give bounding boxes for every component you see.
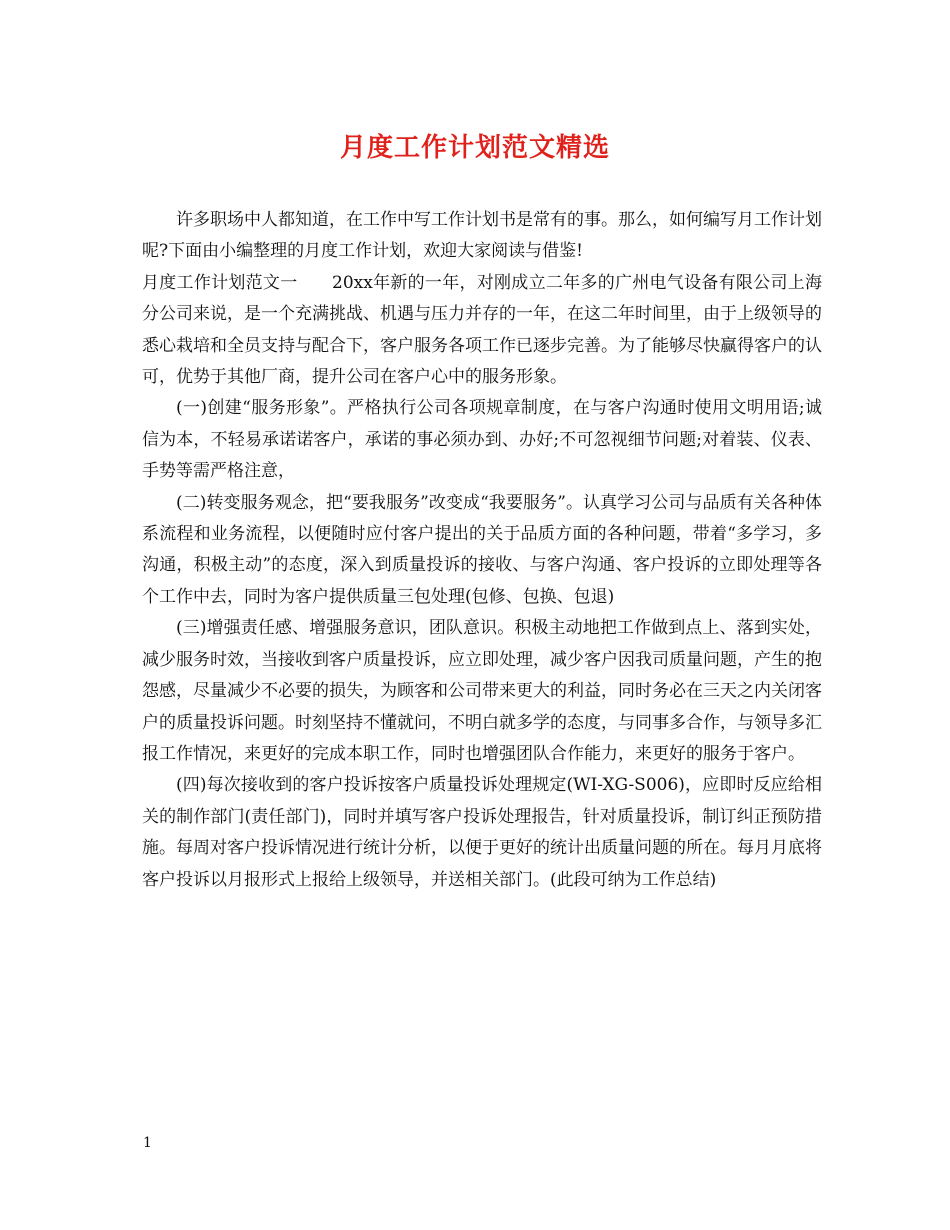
paragraph-item-3: (三)增强责任感、增强服务意识，团队意识。积极主动地把工作做到点上、落到实处，减少服务时效，当接收到客户质量投诉，应立即处理，减少客户因我司质量问题，产生的抱怨感，尽量减少不必要的损失，为顾客和公司带来更大的利益，同时务必在三天之内关闭客户的质量投诉问题。时刻坚持不懂就问，不明白就多学的态度，与同事多合作，与领导多汇报工作情况，来更好的完成本职工作，同时也增强团队合作能力，来更好的服务于客户。 [142,618,822,764]
paragraph-item-4: (四)每次接收到的客户投诉按客户质量投诉处理规定(WI-XG-S006)，应即时反应给相关的制作部门(责任部门)，同时并填写客户投诉处理报告，针对质量投诉，制订纠正预防措施。每周对客户投诉情况进行统计分析，以便于更好的统计出质量问题的所在。每月月底将客户投诉以月报形式上报给上级领导，并送相关部门。(此段可纳为工作总结) [142,775,822,890]
paragraph-item-1: (一)创建“服务形象”。严格执行公司各项规章制度，在与客户沟通时使用文明用语;诚信为本，不轻易承诺诺客户，承诺的事必须办到、办好;不可忽视细节问题;对着装、仪表、手势等需严格注意， [142,398,822,482]
document-title: 月度工作计划范文精选 [339,133,610,163]
page-number: 1 [143,1135,152,1151]
paragraph-intro: 许多职场中人都知道，在工作中写工作计划书是常有的事。那么，如何编写月工作计划呢?下面由小编整理的月度工作计划，欢迎大家阅读与借鉴! [142,210,822,262]
document-body [142,205,822,896]
paragraph-item-2: (二)转变服务观念，把“要我服务”改变成“我要服务”。认真学习公司与品质有关各种体系流程和业务流程，以便随时应付客户提出的关于品质方面的各种问题，带着“多学习，多沟通，积极主动”的态度，深入到质量投诉的接收、与客户沟通、客户投诉的立即处理等各个工作中去，同时为客户提供质量三包处理(包修、包换、包退) [142,492,822,607]
paragraph-sample-one: 月度工作计划范文一 20xx年新的一年，对刚成立二年多的广州电气设备有限公司上海分公司来说，是一个充满挑战、机遇与压力并存的一年，在这二年时间里，由于上级领导的悉心栽培和全员支持与配合下，客户服务各项工作已逐步完善。为了能够尽快赢得客户的认可，优势于其他厂商，提升公司在客户心中的服务形象。 [142,272,822,388]
